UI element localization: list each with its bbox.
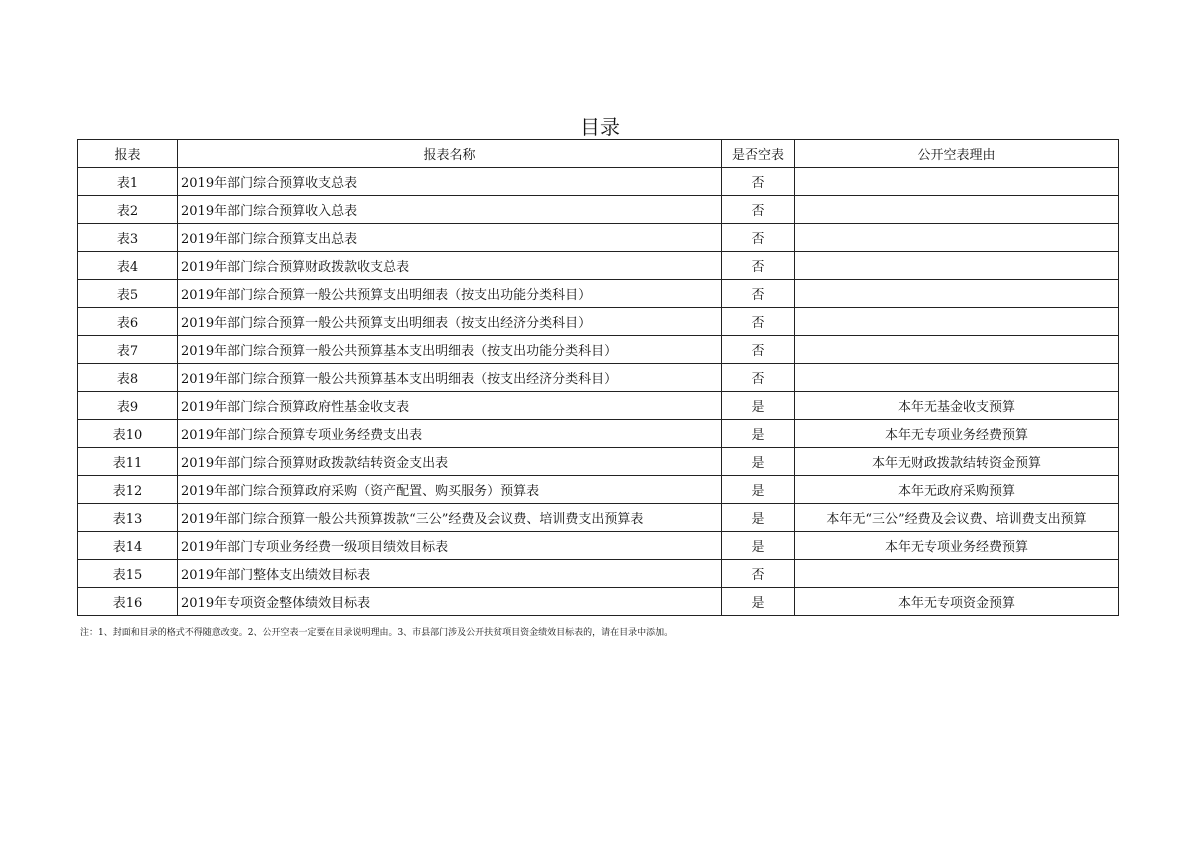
table-row — [78, 196, 1119, 224]
header-reason: 公开空表理由 — [795, 140, 1119, 168]
cell-name: 2019年部门综合预算财政拨款结转资金支出表 — [178, 448, 722, 476]
table-row — [78, 224, 1119, 252]
cell-name: 2019年部门综合预算一般公共预算支出明细表（按支出经济分类科目） — [178, 308, 722, 336]
cell-reason: 本年无“三公”经费及会议费、培训费支出预算 — [795, 504, 1119, 532]
cell-code: 表15 — [78, 560, 178, 588]
cell-reason — [795, 224, 1119, 252]
cell-code: 表2 — [78, 196, 178, 224]
header-empty: 是否空表 — [722, 140, 795, 168]
cell-empty: 是 — [722, 420, 795, 448]
cell-name: 2019年部门综合预算收支总表 — [178, 168, 722, 196]
cell-code: 表8 — [78, 364, 178, 392]
cell-code: 表3 — [78, 224, 178, 252]
cell-reason: 本年无基金收支预算 — [795, 392, 1119, 420]
table-row — [78, 588, 1119, 616]
cell-empty: 是 — [722, 476, 795, 504]
cell-name: 2019年部门综合预算收入总表 — [178, 196, 722, 224]
cell-empty: 是 — [722, 392, 795, 420]
cell-code: 表5 — [78, 280, 178, 308]
cell-name: 2019年部门专项业务经费一级项目绩效目标表 — [178, 532, 722, 560]
cell-empty: 否 — [722, 196, 795, 224]
cell-empty: 否 — [722, 252, 795, 280]
cell-reason — [795, 252, 1119, 280]
footnote: 注：1、封面和目录的格式不得随意改变。2、公开空表一定要在目录说明理由。3、市县部门涉及公开扶贫项目资金绩效目标表的，请在目录中添加。 — [80, 628, 674, 638]
cell-reason — [795, 336, 1119, 364]
cell-empty: 是 — [722, 504, 795, 532]
cell-empty: 是 — [722, 532, 795, 560]
cell-code: 表12 — [78, 476, 178, 504]
cell-name: 2019年部门综合预算支出总表 — [178, 224, 722, 252]
cell-reason — [795, 308, 1119, 336]
cell-reason: 本年无专项资金预算 — [795, 588, 1119, 616]
table-row — [78, 336, 1119, 364]
table-row — [78, 364, 1119, 392]
cell-reason: 本年无专项业务经费预算 — [795, 532, 1119, 560]
cell-name: 2019年部门综合预算一般公共预算拨款“三公”经费及会议费、培训费支出预算表 — [178, 504, 722, 532]
table-body — [78, 168, 1119, 616]
cell-code: 表9 — [78, 392, 178, 420]
cell-name: 2019年部门综合预算一般公共预算基本支出明细表（按支出经济分类科目） — [178, 364, 722, 392]
cell-reason — [795, 364, 1119, 392]
cell-code: 表7 — [78, 336, 178, 364]
cell-name: 2019年专项资金整体绩效目标表 — [178, 588, 722, 616]
cell-reason: 本年无专项业务经费预算 — [795, 420, 1119, 448]
cell-code: 表4 — [78, 252, 178, 280]
cell-empty: 是 — [722, 588, 795, 616]
cell-code: 表1 — [78, 168, 178, 196]
cell-empty: 否 — [722, 280, 795, 308]
cell-empty: 否 — [722, 336, 795, 364]
table-header-row — [78, 140, 1119, 168]
table-row — [78, 476, 1119, 504]
cell-reason — [795, 196, 1119, 224]
header-code: 报表 — [78, 140, 178, 168]
cell-code: 表13 — [78, 504, 178, 532]
cell-code: 表14 — [78, 532, 178, 560]
table-row — [78, 420, 1119, 448]
cell-empty: 否 — [722, 364, 795, 392]
cell-empty: 否 — [722, 168, 795, 196]
cell-name: 2019年部门综合预算财政拨款收支总表 — [178, 252, 722, 280]
cell-name: 2019年部门综合预算一般公共预算支出明细表（按支出功能分类科目） — [178, 280, 722, 308]
table-row — [78, 168, 1119, 196]
table-row — [78, 504, 1119, 532]
cell-name: 2019年部门整体支出绩效目标表 — [178, 560, 722, 588]
cell-name: 2019年部门综合预算专项业务经费支出表 — [178, 420, 722, 448]
cell-reason — [795, 280, 1119, 308]
cell-code: 表11 — [78, 448, 178, 476]
cell-empty: 否 — [722, 224, 795, 252]
cell-empty: 否 — [722, 560, 795, 588]
table-row — [78, 392, 1119, 420]
table-row — [78, 280, 1119, 308]
cell-name: 2019年部门综合预算政府性基金收支表 — [178, 392, 722, 420]
cell-reason — [795, 560, 1119, 588]
cell-reason: 本年无政府采购预算 — [795, 476, 1119, 504]
table-of-contents — [77, 139, 1119, 616]
cell-name: 2019年部门综合预算一般公共预算基本支出明细表（按支出功能分类科目） — [178, 336, 722, 364]
table-row — [78, 308, 1119, 336]
cell-empty: 否 — [722, 308, 795, 336]
cell-empty: 是 — [722, 448, 795, 476]
cell-name: 2019年部门综合预算政府采购（资产配置、购买服务）预算表 — [178, 476, 722, 504]
cell-code: 表6 — [78, 308, 178, 336]
table-row — [78, 252, 1119, 280]
table-row — [78, 448, 1119, 476]
table-row — [78, 560, 1119, 588]
table-row — [78, 532, 1119, 560]
cell-code: 表10 — [78, 420, 178, 448]
page-title: 目录 — [580, 115, 620, 139]
cell-reason — [795, 168, 1119, 196]
cell-code: 表16 — [78, 588, 178, 616]
header-name: 报表名称 — [178, 140, 722, 168]
cell-reason: 本年无财政拨款结转资金预算 — [795, 448, 1119, 476]
